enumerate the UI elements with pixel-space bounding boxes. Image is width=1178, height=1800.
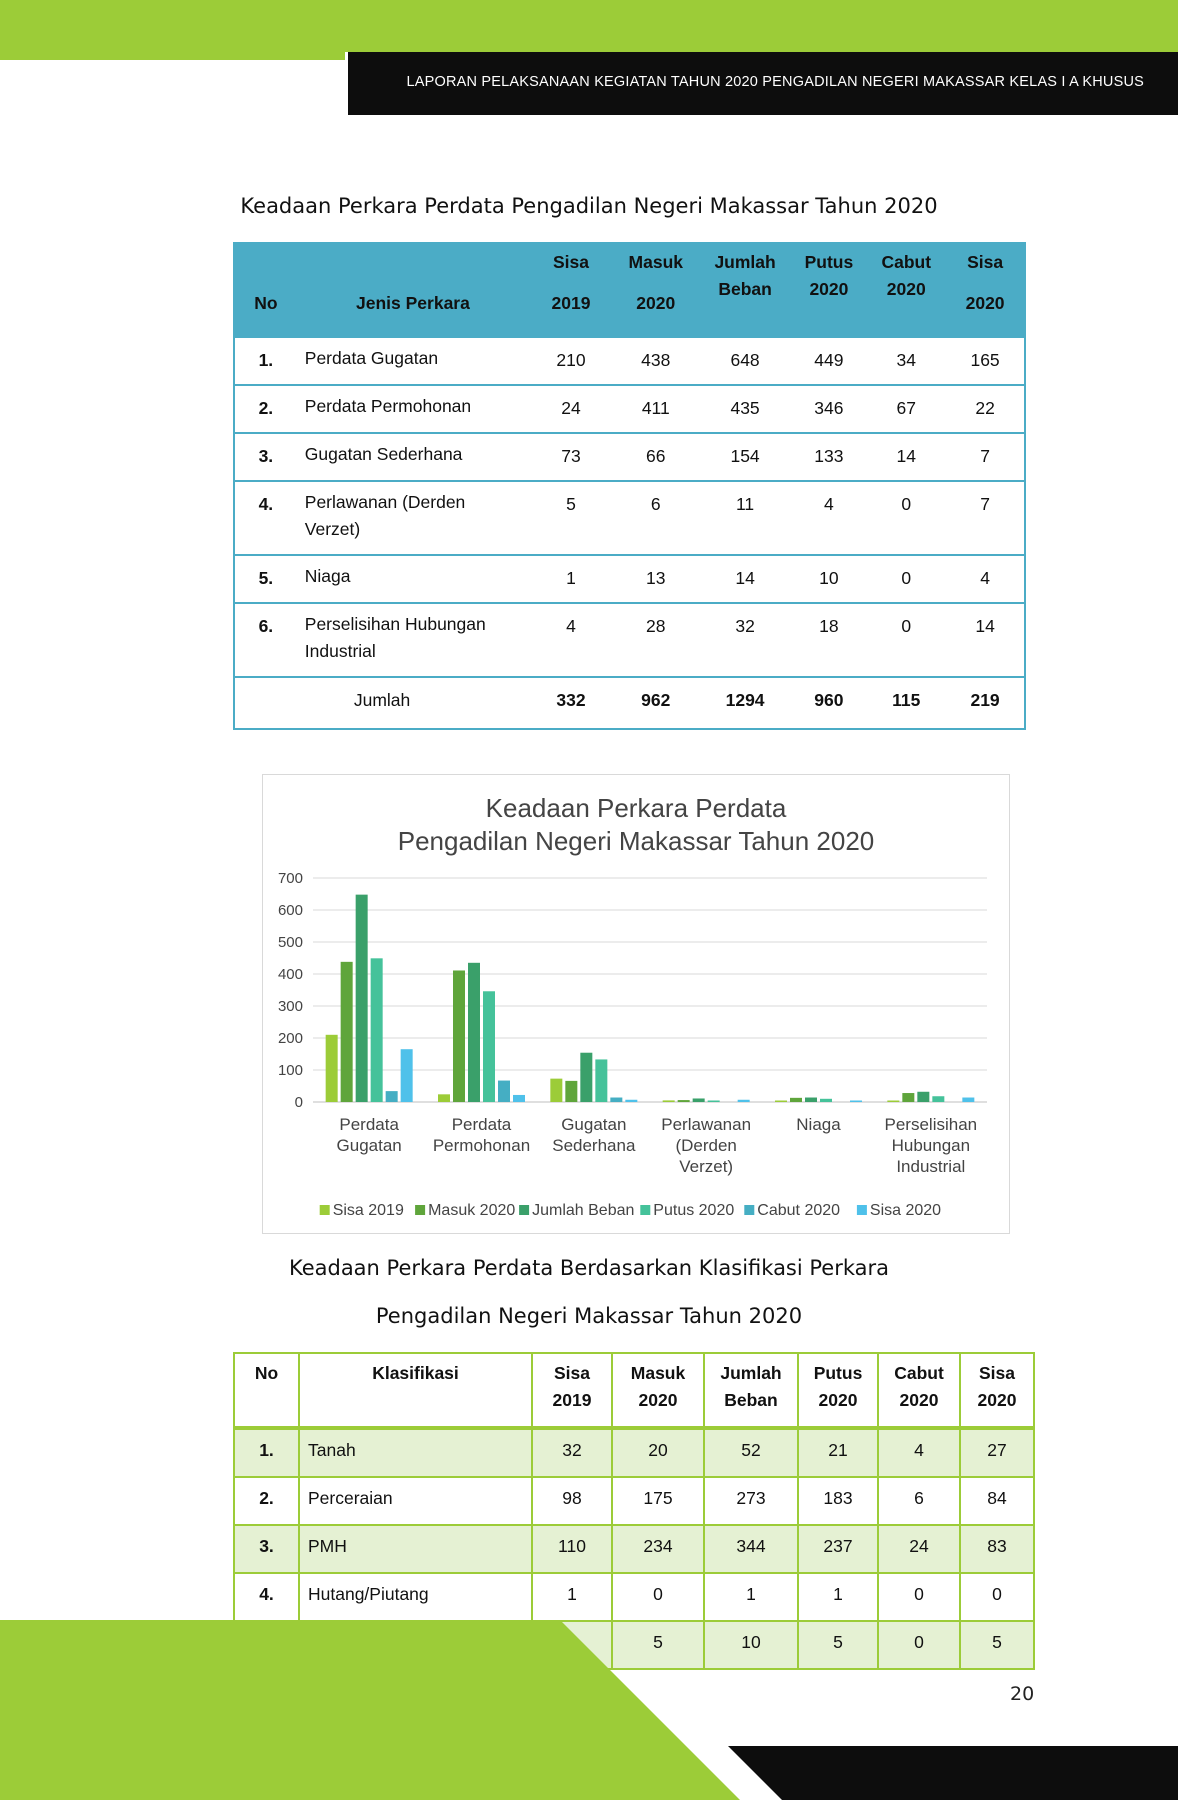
table2-header-row (234, 1353, 1034, 1428)
legend-swatch (640, 1205, 650, 1215)
cell-sisa2020: 27 (960, 1428, 1034, 1477)
bar (902, 1093, 914, 1102)
bar (580, 1053, 592, 1102)
table-row (234, 555, 1025, 603)
y-tick-label: 200 (277, 1030, 303, 1047)
th-cabut: Cabut 2020 (866, 243, 946, 337)
table-row (234, 603, 1025, 677)
cell-sisa2020: 83 (960, 1525, 1034, 1573)
bar (917, 1092, 929, 1102)
bar (550, 1079, 562, 1102)
x-tick-label: Perdata (451, 1115, 512, 1134)
cell-cabut: 34 (866, 337, 946, 385)
cell-masuk: 0 (612, 1573, 704, 1621)
total-sisa2019: 332 (529, 677, 613, 729)
legend-swatch (415, 1205, 425, 1215)
cell-no: 5. (234, 555, 297, 603)
th-putus: Putus 2020 (798, 1353, 878, 1428)
bar (468, 963, 480, 1102)
cell-jenis: Perlawanan (Derden Verzet) (297, 481, 529, 555)
cell-jenis: Niaga (297, 555, 529, 603)
cell-no: 1. (234, 1428, 299, 1477)
cell-no: 4. (234, 481, 297, 555)
bar (850, 1101, 862, 1103)
bar (498, 1081, 510, 1102)
th-sisa2019: Sisa 2019 (532, 1353, 612, 1428)
bar (565, 1081, 577, 1102)
total-jumlah: 1294 (699, 677, 792, 729)
bar (932, 1096, 944, 1102)
th-masuk: Masuk 2020 (612, 1353, 704, 1428)
x-tick-label: Verzet) (679, 1157, 734, 1176)
cell-jumlah: 11 (699, 481, 792, 555)
cell-masuk: 20 (612, 1428, 704, 1477)
top-white-notch (0, 60, 345, 120)
cell-sisa2020: 4 (946, 555, 1025, 603)
cell-putus: 1 (798, 1573, 878, 1621)
cell-no: 6. (234, 603, 297, 677)
total-masuk: 962 (613, 677, 699, 729)
cell-no: 2. (234, 1477, 299, 1525)
cell-cabut: 4 (878, 1428, 960, 1477)
top-green-band (0, 0, 1178, 60)
bar (708, 1101, 720, 1103)
th-putus: Putus 2020 (791, 243, 866, 337)
cell-cabut: 24 (878, 1525, 960, 1573)
bar (371, 958, 383, 1102)
cell-putus: 449 (791, 337, 866, 385)
table-row (234, 1477, 1034, 1525)
table2-title-line2: Pengadilan Negeri Makassar Tahun 2020 (375, 1304, 803, 1328)
header-bar (348, 52, 1178, 115)
total-putus: 960 (791, 677, 866, 729)
cell-cabut: 0 (866, 481, 946, 555)
cell-sisa2019: 73 (529, 433, 613, 481)
table-row (234, 385, 1025, 433)
chart-title-line2: Pengadilan Negeri Makassar Tahun 2020 (397, 826, 875, 856)
y-tick-label: 300 (277, 998, 303, 1015)
th-masuk: Masuk 2020 (613, 243, 699, 337)
th-sisa2020: Sisa 2020 (960, 1353, 1034, 1428)
table-row (234, 481, 1025, 555)
x-tick-label: Hubungan (891, 1136, 971, 1155)
cell-cabut: 0 (866, 603, 946, 677)
bottom-decoration (0, 1620, 1178, 1800)
x-tick-label: Perdata (339, 1115, 399, 1134)
cell-sisa2020: 22 (946, 385, 1025, 433)
cell-masuk: 175 (612, 1477, 704, 1525)
table-row (234, 1573, 1034, 1621)
y-tick-label: 700 (277, 870, 303, 887)
cell-masuk: 234 (612, 1525, 704, 1573)
cell-sisa2019: 1 (529, 555, 613, 603)
bar (820, 1099, 832, 1102)
bar (738, 1100, 750, 1102)
bar (438, 1094, 450, 1102)
cell-cabut: 0 (878, 1573, 960, 1621)
table-row (234, 1525, 1034, 1573)
total-sisa2020: 219 (946, 677, 1025, 729)
legend-swatch (744, 1205, 754, 1215)
cell-sisa2019: 210 (529, 337, 613, 385)
legend-label: Jumlah Beban (532, 1202, 635, 1219)
table-perkara-perdata (233, 242, 1026, 730)
cell-putus: 5 (798, 1621, 878, 1669)
cell-jumlah: 273 (704, 1477, 798, 1525)
bar (663, 1100, 675, 1102)
cell-cabut: 0 (878, 1621, 960, 1669)
cell-jenis: Perselisihan Hubungan Industrial (297, 603, 529, 677)
cell-jenis: Perdata Gugatan (297, 337, 529, 385)
cell-jumlah: 52 (704, 1428, 798, 1477)
table-row (234, 1428, 1034, 1477)
th-no: No (234, 243, 297, 337)
cell-jumlah: 10 (704, 1621, 798, 1669)
y-tick-label: 100 (277, 1062, 303, 1079)
bar (962, 1098, 974, 1102)
cell-sisa2019: 110 (532, 1525, 612, 1573)
x-tick-label: Gugatan (561, 1115, 627, 1134)
chart-container (262, 774, 1010, 1234)
bar (453, 970, 465, 1102)
chart-title-line1: Keadaan Perkara Perdata (485, 793, 787, 823)
cell-putus: 346 (791, 385, 866, 433)
total-label: Jumlah (234, 677, 529, 729)
cell-putus: 21 (798, 1428, 878, 1477)
cell-masuk: 28 (613, 603, 699, 677)
cell-sisa2020: 14 (946, 603, 1025, 677)
cell-jumlah: 32 (699, 603, 792, 677)
bar (595, 1059, 607, 1102)
th-jumlah: Jumlah Beban (699, 243, 792, 337)
x-tick-label: Perlawanan (661, 1115, 752, 1134)
bar (887, 1101, 899, 1103)
cell-klasifikasi: Perceraian (299, 1477, 532, 1525)
cell-klasifikasi: PMH (299, 1525, 532, 1573)
th-jenis: Jenis Perkara (297, 243, 529, 337)
th-cabut: Cabut 2020 (878, 1353, 960, 1428)
table1-title: Keadaan Perkara Perdata Pengadilan Negeri Makassar Tahun 2020 (240, 194, 938, 218)
y-tick-label: 500 (277, 934, 303, 951)
cell-jumlah: 154 (699, 433, 792, 481)
table-row (234, 337, 1025, 385)
cell-no: 4. (234, 1573, 299, 1621)
bar (386, 1091, 398, 1102)
cell-masuk: 5 (612, 1621, 704, 1669)
cell-masuk: 411 (613, 385, 699, 433)
total-row (234, 677, 1025, 729)
cell-putus: 4 (791, 481, 866, 555)
cell-jenis: Gugatan Sederhana (297, 433, 529, 481)
cell-jumlah: 435 (699, 385, 792, 433)
cell-jenis: Perdata Permohonan (297, 385, 529, 433)
cell-klasifikasi: Tanah (299, 1428, 532, 1477)
bar-chart (263, 775, 1009, 1233)
th-sisa2019: Sisa 2019 (529, 243, 613, 337)
cell-cabut: 67 (866, 385, 946, 433)
cell-jumlah: 14 (699, 555, 792, 603)
cell-cabut: 14 (866, 433, 946, 481)
x-tick-label: (Derden (675, 1136, 737, 1155)
legend-label: Putus 2020 (653, 1202, 735, 1219)
cell-sisa2019: 4 (529, 603, 613, 677)
x-tick-label: Industrial (896, 1157, 966, 1176)
cell-sisa2019: 1 (532, 1573, 612, 1621)
bar (483, 991, 495, 1102)
cell-masuk: 6 (613, 481, 699, 555)
cell-sisa2020: 7 (946, 433, 1025, 481)
bar (401, 1049, 413, 1102)
bottom-green-shape (0, 1620, 740, 1800)
bar (625, 1100, 637, 1102)
cell-putus: 183 (798, 1477, 878, 1525)
bar (775, 1101, 787, 1103)
x-tick-label: Permohonan (432, 1136, 531, 1155)
cell-sisa2020: 84 (960, 1477, 1034, 1525)
cell-sisa2020: 7 (946, 481, 1025, 555)
y-tick-label: 600 (277, 902, 303, 919)
cell-putus: 237 (798, 1525, 878, 1573)
th-sisa2020: Sisa 2020 (946, 243, 1025, 337)
y-tick-label: 0 (294, 1094, 303, 1111)
x-tick-label: Niaga (796, 1115, 841, 1134)
bar (610, 1098, 622, 1102)
legend-label: Cabut 2020 (757, 1202, 841, 1219)
cell-klasifikasi: Hutang/Piutang (299, 1573, 532, 1621)
cell-cabut: 0 (866, 555, 946, 603)
bar (513, 1095, 525, 1102)
cell-jumlah: 1 (704, 1573, 798, 1621)
x-tick-label: Sederhana (552, 1136, 636, 1155)
legend-swatch (857, 1205, 867, 1215)
bar (790, 1098, 802, 1102)
legend-label: Sisa 2020 (869, 1202, 942, 1219)
cell-sisa2020: 5 (960, 1621, 1034, 1669)
cell-sisa2019: 32 (532, 1428, 612, 1477)
legend-label: Masuk 2020 (428, 1202, 516, 1219)
cell-putus: 133 (791, 433, 866, 481)
table1-header-row (234, 243, 1025, 337)
cell-cabut: 6 (878, 1477, 960, 1525)
cell-no: 2. (234, 385, 297, 433)
cell-masuk: 66 (613, 433, 699, 481)
cell-sisa2020: 0 (960, 1573, 1034, 1621)
cell-putus: 10 (791, 555, 866, 603)
bar (341, 962, 353, 1102)
table2-title-line1: Keadaan Perkara Perdata Berdasarkan Klasifikasi Perkara (288, 1256, 890, 1280)
x-tick-label: Perselisihan (884, 1115, 978, 1134)
legend-swatch (519, 1205, 529, 1215)
cell-no: 1. (234, 337, 297, 385)
legend-label: Sisa 2019 (332, 1202, 404, 1219)
cell-sisa2019: 24 (529, 385, 613, 433)
cell-no: 3. (234, 1525, 299, 1573)
cell-masuk: 438 (613, 337, 699, 385)
total-cabut: 115 (866, 677, 946, 729)
x-tick-label: Gugatan (336, 1136, 402, 1155)
table-row (234, 433, 1025, 481)
cell-sisa2019: 5 (529, 481, 613, 555)
legend-swatch (320, 1205, 330, 1215)
bar (805, 1098, 817, 1102)
th-no: No (234, 1353, 299, 1428)
header-title: LAPORAN PELAKSANAAN KEGIATAN TAHUN 2020 PENGADILAN NEGERI MAKASSAR KELAS I A KHUSUS (406, 74, 1144, 90)
y-tick-label: 400 (277, 966, 303, 983)
cell-jumlah: 344 (704, 1525, 798, 1573)
bar (693, 1098, 705, 1102)
bar (356, 895, 368, 1102)
cell-jumlah: 648 (699, 337, 792, 385)
page-number: 20 (1010, 1683, 1035, 1705)
th-jumlah: Jumlah Beban (704, 1353, 798, 1428)
th-klasifikasi: Klasifikasi (299, 1353, 532, 1428)
cell-sisa2020: 165 (946, 337, 1025, 385)
bar (678, 1100, 690, 1102)
cell-masuk: 13 (613, 555, 699, 603)
cell-no: 3. (234, 433, 297, 481)
cell-sisa2019: 98 (532, 1477, 612, 1525)
cell-putus: 18 (791, 603, 866, 677)
bottom-black-shape (728, 1746, 1178, 1800)
bar (326, 1035, 338, 1102)
